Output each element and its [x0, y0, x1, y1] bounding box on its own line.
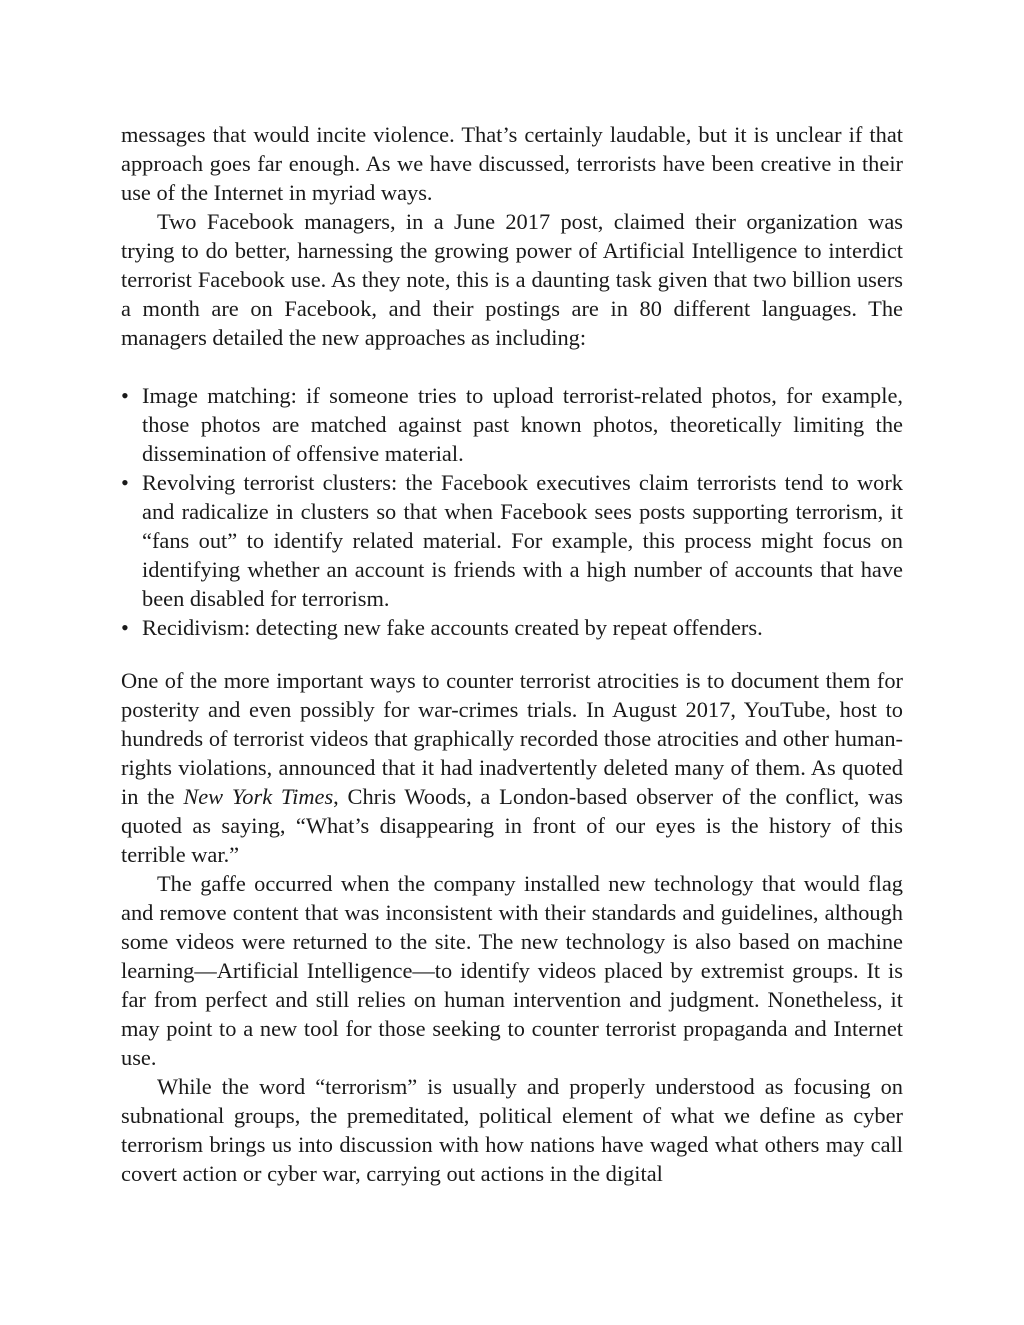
paragraph-youtube [121, 666, 903, 869]
list-item [121, 381, 903, 468]
bullet-glyph: • [121, 615, 129, 640]
paragraph-continuation: messages that would incite violence. That’s certainly laudable, but it is unclear if that approach goes far enough. As we have discussed, terrorists have been creative in their use of the Internet in myriad ways. [121, 122, 903, 205]
spacer [121, 352, 903, 381]
document-page [121, 120, 903, 1188]
paragraph-text: One of the more important ways to counter terrorist atrocities is to document them for posterity and even possibly for war-crimes trials. In August 2017, YouTube, host to hundreds of terrorist videos that graphically recorded those atrocities and other human-rights violations, announced that it had inadvertently deleted many of them. As quoted in the [121, 668, 903, 809]
list-item [121, 468, 903, 613]
list-item-text: Image matching: if someone tries to upload terrorist-related photos, for example, those photos are matched against past known photos, theoretically limiting the dissemination of offensive material. [142, 383, 903, 466]
paragraph-text: , Chris Woods, a London-based observer of the conflict, was quoted as saying, “What’s disappearing in front of our eyes is the history of this terrible war.” [121, 784, 903, 867]
approaches-list [121, 381, 903, 642]
spacer [121, 642, 903, 666]
list-item [121, 613, 903, 642]
paragraph-terrorism-definition: While the word “terrorism” is usually and properly understood as focusing on subnational groups, the premeditated, political element of what we define as cyber terrorism brings us into discussion with how nations have waged what others may call covert action or cyber war, carrying out actions in the digital [121, 1074, 903, 1186]
paragraph-facebook-managers: Two Facebook managers, in a June 2017 post, claimed their organization was trying to do better, harnessing the growing power of Artificial Intelligence to interdict terrorist Facebook use. As they note, this is a daunting task given that two billion users a month are on Facebook, and their postings are in 80 different languages. The managers detailed the new approaches as including: [121, 209, 903, 350]
list-item-text: Recidivism: detecting new fake accounts created by repeat offenders. [142, 615, 763, 640]
list-item-text: Revolving terrorist clusters: the Facebook executives claim terrorists tend to work and radicalize in clusters so that when Facebook sees posts supporting terrorism, it “fans out” to identify related material. For example, this process might focus on identifying whether an account is friends with a high number of accounts that have been disabled for terrorism. [142, 470, 903, 611]
publication-title: New York Times [183, 784, 334, 809]
paragraph-gaffe: The gaffe occurred when the company installed new technology that would flag and remove content that was inconsistent with their standards and guidelines, although some videos were returned to the site. The new technology is also based on machine learning—Artificial Intelligence—to identify videos placed by extremist groups. It is far from perfect and still relies on human intervention and judgment. Nonetheless, it may point to a new tool for those seeking to counter terrorist propaganda and Internet use. [121, 871, 903, 1070]
bullet-glyph: • [121, 470, 129, 495]
bullet-glyph: • [121, 383, 129, 408]
